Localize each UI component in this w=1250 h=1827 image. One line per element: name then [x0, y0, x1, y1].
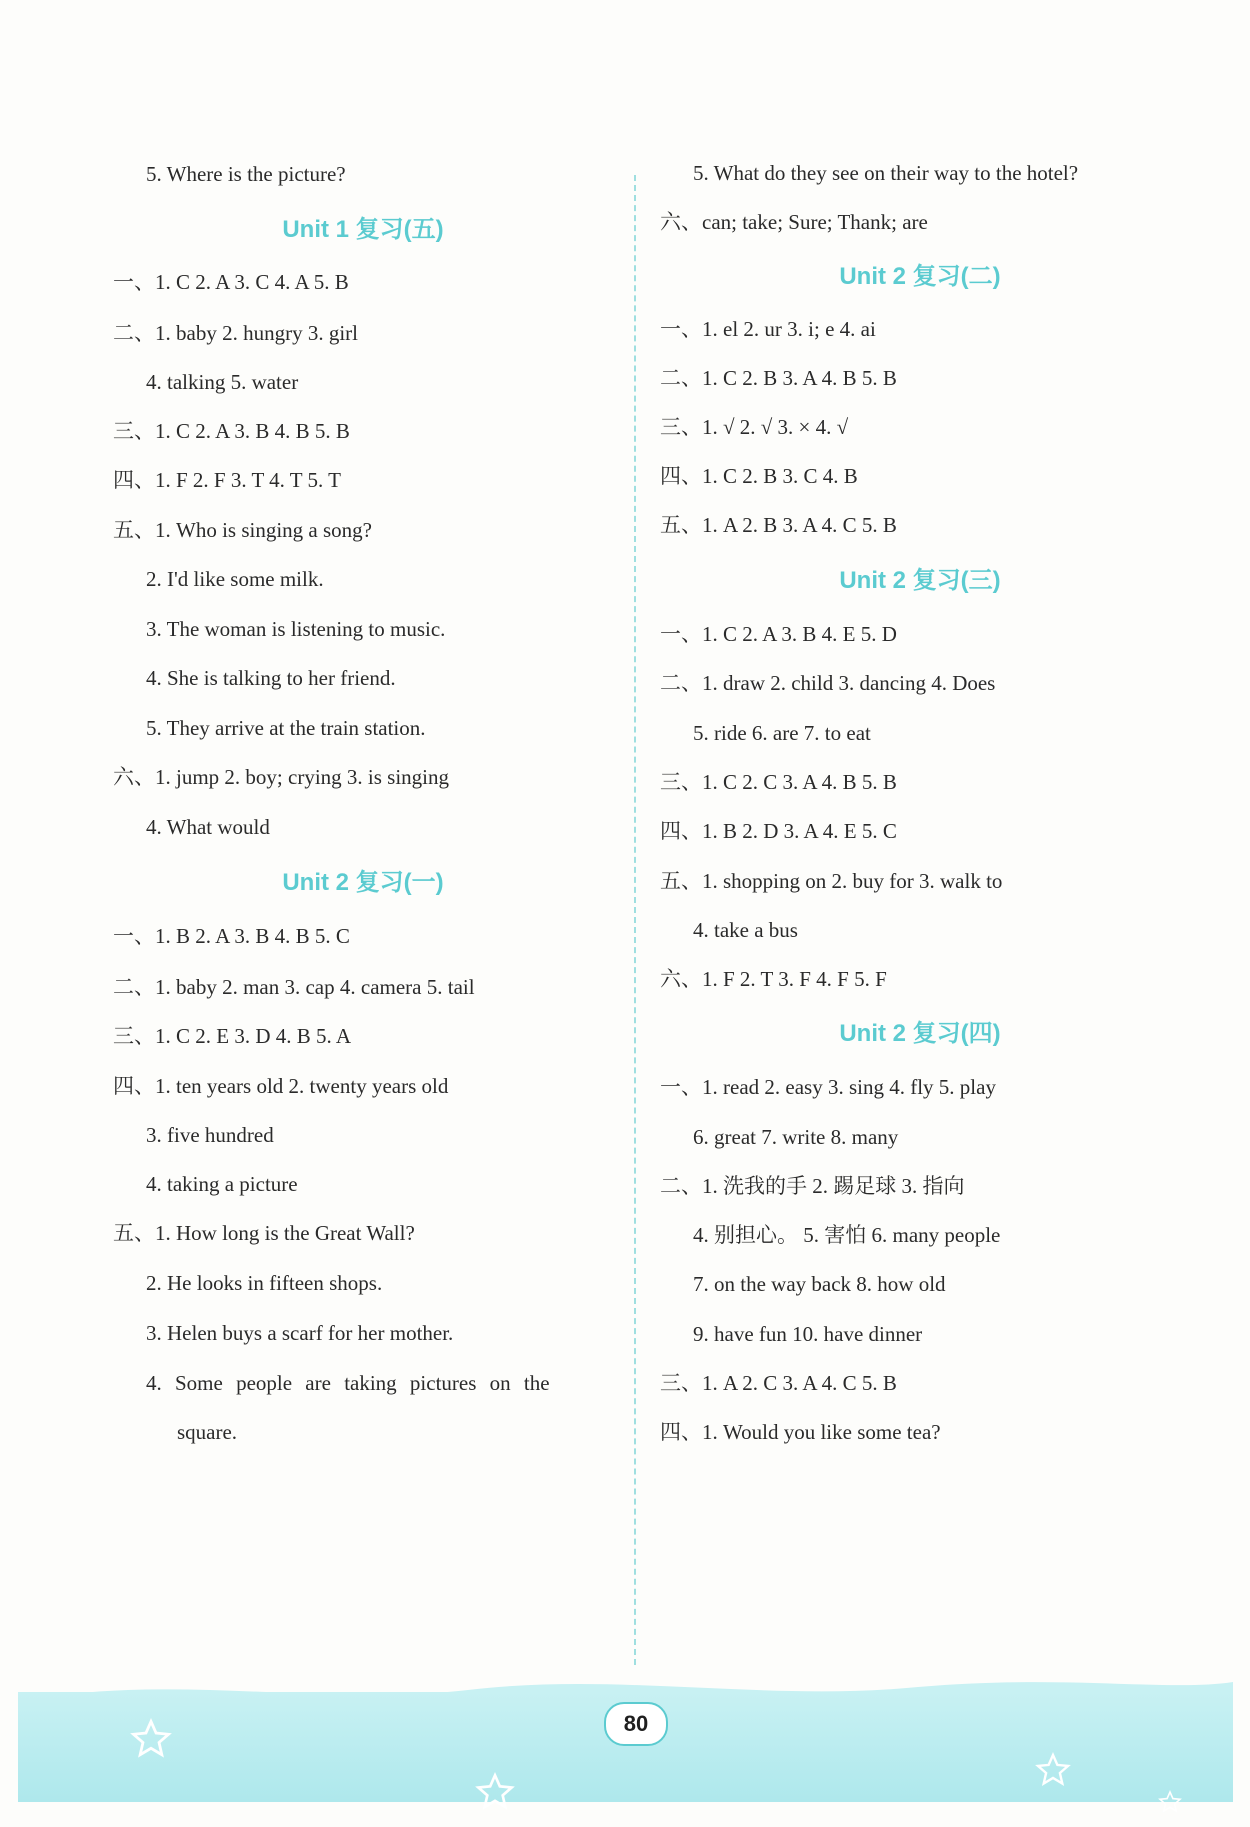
answer-line: 四、1. F 2. F 3. T 4. T 5. T: [113, 468, 341, 492]
answer-line: 4. 别担心。 5. 害怕 6. many people: [693, 1223, 1001, 1247]
answer-line: 五、1. How long is the Great Wall?: [113, 1221, 415, 1245]
answer-line: 3. The woman is listening to music.: [146, 617, 446, 641]
answer-line: 7. on the way back 8. how old: [693, 1272, 946, 1296]
answer-line: 三、1. C 2. A 3. B 4. B 5. B: [113, 419, 350, 443]
answer-line: 4. She is talking to her friend.: [146, 666, 396, 690]
answer-line: 二、1. 洗我的手 2. 踢足球 3. 指向: [660, 1174, 965, 1198]
answer-line: 三、1. C 2. E 3. D 4. B 5. A: [113, 1024, 352, 1048]
page-number: 80: [604, 1702, 668, 1746]
answer-line: 三、1. √ 2. √ 3. × 4. √: [660, 415, 849, 439]
section-heading: Unit 2 复习(一): [282, 869, 444, 896]
section-heading: Unit 2 复习(四): [839, 1020, 1001, 1047]
answer-line: 一、1. C 2. A 3. B 4. E 5. D: [660, 622, 897, 646]
star-icon: [475, 1772, 515, 1812]
answer-line: 六、1. jump 2. boy; crying 3. is singing: [113, 765, 449, 789]
answer-line: 五、1. shopping on 2. buy for 3. walk to: [660, 869, 1003, 893]
answer-line: square.: [177, 1420, 238, 1444]
answer-line: 5. They arrive at the train station.: [146, 716, 426, 740]
answer-line: 一、1. C 2. A 3. C 4. A 5. B: [113, 270, 349, 294]
answer-line: 六、can; take; Sure; Thank; are: [660, 210, 928, 234]
star-icon: [130, 1718, 172, 1760]
section-heading: Unit 1 复习(五): [282, 216, 444, 243]
answer-line: 五、1. A 2. B 3. A 4. C 5. B: [660, 513, 897, 537]
answer-line: 9. have fun 10. have dinner: [693, 1322, 923, 1346]
answer-line: 二、1. draw 2. child 3. dancing 4. Does: [660, 671, 996, 695]
answer-line: 四、1. Would you like some tea?: [660, 1420, 941, 1444]
column-divider: [634, 175, 636, 1665]
section-heading: Unit 2 复习(三): [839, 567, 1001, 594]
answer-line: 5. Where is the picture?: [146, 162, 346, 186]
answer-line: 一、1. read 2. easy 3. sing 4. fly 5. play: [660, 1075, 996, 1099]
answer-line: 4. taking a picture: [146, 1172, 298, 1196]
answer-line: 四、1. C 2. B 3. C 4. B: [660, 464, 858, 488]
star-icon: [1158, 1790, 1182, 1814]
section-heading: Unit 2 复习(二): [839, 263, 1001, 290]
answer-line: 一、1. el 2. ur 3. i; e 4. ai: [660, 317, 876, 341]
answer-line: 4. What would: [146, 815, 270, 839]
star-icon: [1035, 1752, 1071, 1788]
answer-line: 一、1. B 2. A 3. B 4. B 5. C: [113, 924, 350, 948]
answer-line: 5. What do they see on their way to the hotel?: [693, 161, 1079, 185]
answer-line: 6. great 7. write 8. many: [693, 1125, 899, 1149]
answer-line: 二、1. baby 2. hungry 3. girl: [113, 321, 358, 345]
answer-line: 4. take a bus: [693, 918, 798, 942]
answer-line: 2. I'd like some milk.: [146, 567, 324, 591]
answer-line: 二、1. C 2. B 3. A 4. B 5. B: [660, 366, 897, 390]
answer-line: 四、1. ten years old 2. twenty years old: [113, 1074, 449, 1098]
answer-line: 六、1. F 2. T 3. F 4. F 5. F: [660, 967, 887, 991]
answer-line: 五、1. Who is singing a song?: [113, 518, 372, 542]
answer-line: 5. ride 6. are 7. to eat: [693, 721, 871, 745]
answer-line: 4. talking 5. water: [146, 370, 299, 394]
answer-line: 三、1. C 2. C 3. A 4. B 5. B: [660, 770, 897, 794]
answer-line: 4. Some people are taking pictures on the: [146, 1371, 550, 1395]
answer-line: 四、1. B 2. D 3. A 4. E 5. C: [660, 819, 897, 843]
answer-line: 2. He looks in fifteen shops.: [146, 1271, 383, 1295]
answer-line: 3. Helen buys a scarf for her mother.: [146, 1321, 454, 1345]
answer-line: 三、1. A 2. C 3. A 4. C 5. B: [660, 1371, 897, 1395]
answer-line: 二、1. baby 2. man 3. cap 4. camera 5. tail: [113, 975, 475, 999]
answer-line: 3. five hundred: [146, 1123, 274, 1147]
